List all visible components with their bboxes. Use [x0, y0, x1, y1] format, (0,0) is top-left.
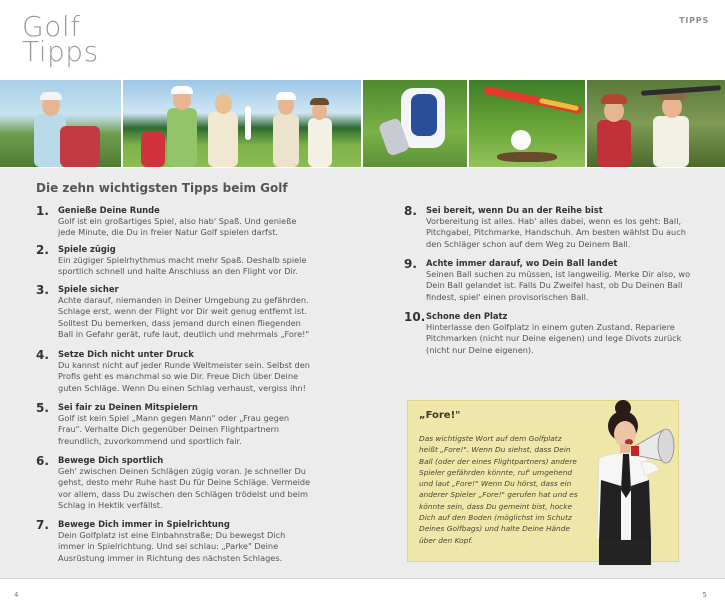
- tip-text-line: Hinterlasse den Golfplatz in einem guten Zustand. Repariere: [426, 322, 675, 332]
- tip-title: Sei bereit, wenn Du an der Reihe bist: [426, 205, 603, 215]
- tip-text-line: Vorbereitung ist alles. Hab' alles dabei, wenn es los geht: Ball,: [426, 216, 682, 226]
- page-title-line1: Golf: [22, 10, 81, 43]
- fore-box-title: „Fore!": [419, 410, 461, 421]
- tip-number: 10.: [404, 310, 426, 324]
- tip-title: Achte immer darauf, wo Dein Ball landet: [426, 258, 618, 268]
- tip-title: Sei fair zu Deinen Mitspielern: [58, 402, 198, 412]
- tip-text: [58, 255, 343, 278]
- tip-number: 7.: [36, 518, 49, 532]
- tip-text-line: Golf ist kein Spiel „Mann gegen Mann" oder „Frau gegen: [58, 413, 290, 423]
- tip-text-line: gehst, desto mehr Ruhe hast Du für Deine Schläge. Vermeide: [58, 477, 311, 488]
- tip-text-line: Schlag in Hektik verfällst.: [58, 500, 163, 511]
- fore-text-line: Das wichtigste Wort auf dem Golfplatz: [419, 434, 562, 443]
- tip-title: Bewege Dich immer in Spielrichtung: [58, 519, 230, 529]
- tip-text-line: jede Minute, die Du in freier Natur Golf spielen darfst.: [58, 227, 279, 238]
- photo-strip: [0, 80, 725, 167]
- tip-text-line: sportlich schnell und halte Anschluss an den Flight vor Dir.: [58, 266, 298, 277]
- fore-text-line: Ball (oder der eines Flightpartners) andere: [419, 456, 577, 466]
- tip-text-line: Frau". Verhalte Dich gegenüber Deinen Flightpartnern: [58, 424, 280, 435]
- tip-title: Bewege Dich sportlich: [58, 455, 164, 465]
- tip-number: 9.: [404, 257, 417, 271]
- tip-text-line: guten Schläge. Wenn Du einen Schlag verhaust, vergiss ihn!: [58, 382, 306, 393]
- tip-number: 3.: [36, 283, 49, 297]
- tip-title: Schone den Platz: [426, 311, 508, 321]
- woman-megaphone-illustration: [585, 400, 690, 565]
- tip-text: [58, 216, 343, 239]
- page-number-right: 5: [702, 591, 707, 599]
- tip-number: 8.: [404, 204, 417, 218]
- photo-couple-cart: [587, 80, 725, 167]
- fore-text-line: könnte sein, dass Du gemeint bist, hocke: [419, 501, 573, 511]
- tip-text-line: Schlage erst, wenn der Flight vor Dir weit genug entfernt ist.: [58, 306, 308, 317]
- tip-text: [58, 466, 343, 512]
- photo-ball-pitchfork: [469, 80, 587, 167]
- fore-text-line: über den Kopf.: [419, 535, 474, 545]
- fore-text-line: Deines Golfbags) und halte Deine Hände: [419, 524, 570, 534]
- fore-text-line: und laut „Fore!" Wenn Du hörst, dass ein: [419, 479, 572, 489]
- tip-text-line: findest, spiel' einen provisorischen Ball.: [426, 291, 589, 302]
- tip-text-line: Golf ist ein großartiges Spiel, also hab' Spaß. Und genieße: [58, 216, 297, 226]
- page-header: [0, 0, 725, 80]
- tip-text: [58, 530, 343, 564]
- page-title-line2: Tipps: [22, 35, 99, 68]
- tip-text: [58, 413, 343, 447]
- tip-text-line: freundlich, zuvorkommend und sportlich fair.: [58, 435, 242, 446]
- fore-text-line: Spieler gefährden könnte, ruf' umgehend: [419, 467, 573, 477]
- tip-number: 2.: [36, 243, 49, 257]
- tip-text-line: Solltest Du bemerken, dass jemand durch einen fliegenden: [58, 317, 301, 328]
- fore-box-text: [419, 433, 587, 546]
- tip-text-line: Du kannst nicht auf jeder Runde Weltmeister sein. Selbst den: [58, 360, 310, 370]
- footer-divider: [0, 578, 725, 579]
- fore-text-line: heißt „Fore!". Wenn Du siehst, dass Dein: [419, 445, 571, 455]
- tip-text-line: Ein zügiger Spielrhythmus macht mehr Spaß. Deshalb spiele: [58, 255, 307, 265]
- photo-club-glove: [363, 80, 469, 167]
- tip-number: 5.: [36, 401, 49, 415]
- tip-text-line: Pitchgabel, Pitchmarke, Handschuh. Am besten wählst Du auch: [426, 227, 686, 238]
- tip-text-line: den Schläger schon auf dem Weg zu Deinem Ball.: [426, 238, 631, 249]
- tip-title: Setze Dich nicht unter Druck: [58, 349, 194, 359]
- tip-text-line: Dein Golfplatz ist eine Einbahnstraße; Du bewegst Dich: [58, 530, 286, 540]
- tip-text-line: Profis geht es manchmal so wie Dir. Freue Dich über Deine: [58, 371, 299, 382]
- tip-text: [58, 360, 343, 394]
- tip-text-line: (nicht nur Deine eigenen).: [426, 344, 534, 355]
- page-number-left: 4: [14, 591, 19, 599]
- tip-text-line: Ausrüstung immer in Richtung des nächsten Schlages.: [58, 552, 283, 563]
- tip-text-line: vor allem, dass Du zwischen den Schlägen trödelst und beim: [58, 488, 308, 499]
- fore-text-line: anderer Spieler „Fore!" gerufen hat und es: [419, 490, 578, 500]
- tip-text-line: Ball in Gefahr gerät, rufe laut, deutlich und mehrmals „Fore!": [58, 329, 310, 340]
- tips-heading: Die zehn wichtigsten Tipps beim Golf: [36, 181, 288, 195]
- tip-title: Spiele sicher: [58, 284, 119, 294]
- tip-number: 4.: [36, 348, 49, 362]
- tip-text-line: immer in Spielrichtung. Und sei schlau: „Parke" Deine: [58, 541, 279, 552]
- photo-golfer-woman: [0, 80, 123, 167]
- tip-title: Spiele zügig: [58, 244, 116, 254]
- tip-number: 1.: [36, 204, 49, 218]
- tip-number: 6.: [36, 454, 49, 468]
- tip-text-line: Geh' zwischen Deinen Schlägen zügig voran. Je schneller Du: [58, 466, 306, 476]
- tip-text: [58, 295, 343, 341]
- page-title: [22, 10, 99, 68]
- tip-title: Genieße Deine Runde: [58, 205, 160, 215]
- section-label: TIPPS: [679, 16, 709, 25]
- fore-text-line: Dich auf den Boden (möglichst im Schutz: [419, 513, 572, 523]
- tip-text-line: Achte darauf, niemanden in Deiner Umgebung zu gefährden.: [58, 295, 309, 305]
- tip-text: [426, 216, 716, 250]
- tip-text-line: Seinen Ball suchen zu müssen, ist langweilig. Merke Dir also, wo: [426, 269, 691, 279]
- tip-text-line: Dein Ball gelandet ist. Falls Du Zweifel hast, ob Du Deinen Ball: [426, 280, 683, 291]
- photo-group-golfers: [123, 80, 363, 167]
- tip-text: [426, 269, 716, 303]
- tip-text-line: Pitchmarken (nicht nur Deine eigenen) und lege Divots zurück: [426, 333, 682, 344]
- tip-text: [426, 322, 716, 356]
